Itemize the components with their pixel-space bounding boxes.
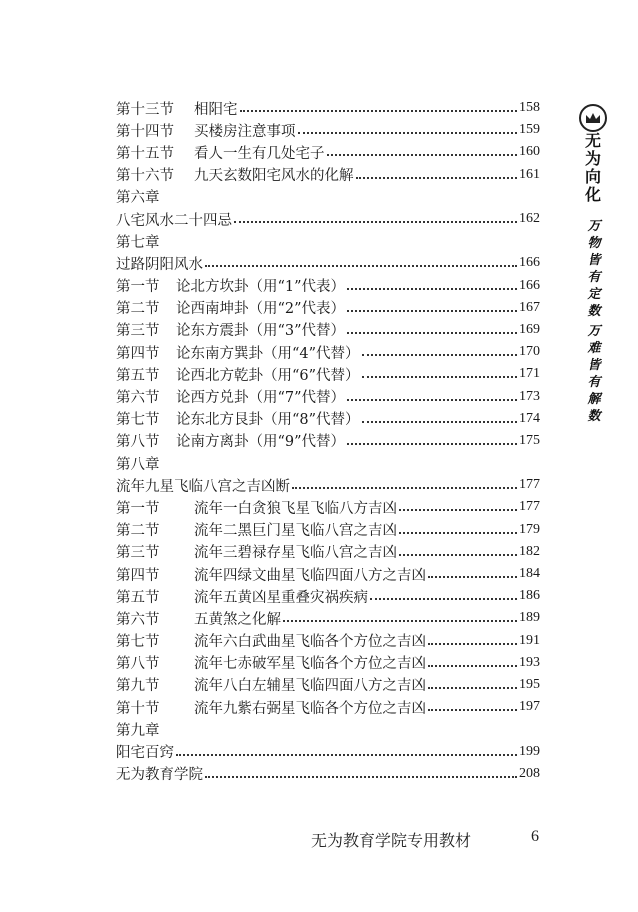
toc-page-number: 177 (519, 477, 540, 493)
toc-entry[interactable] (116, 740, 540, 762)
toc-section-number: 第三节 (116, 545, 160, 562)
toc-entry[interactable] (116, 319, 540, 341)
toc-entry-title: 流年九星飞临八宫之吉凶断 (116, 478, 290, 495)
toc-section-number: 第六节 (116, 390, 160, 407)
toc-leader-dots (205, 265, 517, 267)
toc-entry-title: 五黄煞之化解 (194, 611, 281, 628)
toc-entry[interactable] (116, 164, 540, 186)
toc-chapter-heading: 第七章 (116, 234, 160, 251)
toc-leader-dots (298, 132, 518, 134)
toc-leader-dots (362, 354, 517, 356)
toc-section-number: 第八节 (116, 656, 160, 673)
toc-entry-title: 流年七赤破军星飞临各个方位之吉凶 (194, 656, 426, 673)
page-number: 6 (531, 828, 539, 845)
toc-chapter-heading: 第九章 (116, 722, 160, 739)
toc-section-number: 第八节 (116, 434, 160, 451)
toc-page-number: 171 (519, 366, 540, 382)
toc-entry-title: 流年八白左辅星飞临四面八方之吉凶 (194, 678, 426, 695)
toc-entry[interactable] (116, 674, 540, 696)
toc-entry[interactable] (116, 97, 540, 119)
toc-entry-title: 论西南坤卦（用“2”代表） (176, 301, 346, 318)
toc-entry[interactable] (116, 474, 540, 496)
toc-page-number: 170 (519, 344, 540, 360)
toc-entry-title: 相阳宅 (194, 101, 238, 118)
toc-entry-title: 论北方坎卦（用“1”代表） (176, 279, 346, 296)
toc-entry[interactable] (116, 208, 540, 230)
toc-leader-dots (428, 665, 517, 667)
toc-page-number: 174 (519, 410, 540, 426)
toc-leader-dots (234, 221, 517, 223)
toc-leader-dots (428, 687, 517, 689)
toc-leader-dots (347, 399, 517, 401)
toc-leader-dots (347, 332, 517, 334)
toc-leader-dots (347, 443, 517, 445)
toc-page-number: 167 (519, 299, 540, 315)
toc-entry[interactable] (116, 363, 540, 385)
toc-page-number: 162 (519, 211, 540, 227)
toc-entry-title: 买楼房注意事项 (194, 123, 296, 140)
toc-chapter-heading: 第六章 (116, 190, 160, 207)
toc-leader-dots (428, 709, 517, 711)
toc-entry[interactable] (116, 763, 540, 785)
toc-leader-dots (283, 620, 517, 622)
toc-page-number: 166 (519, 255, 540, 271)
toc-entry-title: 流年二黑巨门星飞临八宫之吉凶 (194, 523, 397, 540)
toc-section-number: 第十节 (116, 700, 160, 717)
toc-page-number: 195 (519, 676, 540, 692)
toc-page-number: 186 (519, 588, 540, 604)
toc-section-number: 第十五节 (116, 145, 174, 162)
toc-entry-title: 流年五黄凶星重叠灾祸疾病 (194, 589, 368, 606)
toc-leader-dots (292, 487, 517, 489)
side-motto-1: 万物皆有定数 (587, 219, 601, 319)
toc-page-number: 199 (519, 743, 540, 759)
toc-entry-title: 流年四绿文曲星飞临四面八方之吉凶 (194, 567, 426, 584)
toc-entry[interactable] (116, 519, 540, 541)
toc-page-number: 197 (519, 699, 540, 715)
toc-section-number: 第一节 (116, 279, 160, 296)
toc-section-number: 第九节 (116, 678, 160, 695)
toc-section-number: 第十四节 (116, 123, 174, 140)
toc-entry-title: 论南方离卦（用“9”代替） (176, 434, 346, 451)
toc-page-number: 159 (519, 122, 540, 138)
toc-leader-dots (240, 110, 518, 112)
toc-entry-title: 流年三碧禄存星飞临八宫之吉凶 (194, 545, 397, 562)
toc-leader-dots (347, 310, 517, 312)
toc-entry[interactable] (116, 630, 540, 652)
toc-entry[interactable] (116, 541, 540, 563)
toc-section-number: 第七节 (116, 412, 160, 429)
toc-leader-dots (362, 376, 517, 378)
toc-page-number: 191 (519, 632, 540, 648)
toc-page-number: 182 (519, 543, 540, 559)
toc-entry[interactable] (116, 607, 540, 629)
toc-page-number: 208 (519, 765, 540, 781)
toc-entry-title: 论东方震卦（用“3”代替） (176, 323, 346, 340)
toc-entry[interactable] (116, 430, 540, 452)
toc-section-number: 第二节 (116, 301, 160, 318)
toc-entry[interactable] (116, 696, 540, 718)
toc-leader-dots (356, 177, 518, 179)
toc-section-number: 第一节 (116, 500, 160, 517)
crown-logo-icon (579, 104, 607, 132)
toc-entry-title: 无为教育学院 (116, 767, 203, 784)
toc-leader-dots (347, 288, 517, 290)
toc-entry[interactable] (116, 297, 540, 319)
side-title: 无为向化 (584, 131, 601, 204)
toc-entry[interactable] (116, 119, 540, 141)
toc-page-number: 184 (519, 566, 540, 582)
toc-entry[interactable] (116, 141, 540, 163)
toc-leader-dots (399, 509, 517, 511)
toc-leader-dots (176, 754, 517, 756)
toc-entry[interactable] (116, 585, 540, 607)
footer-text: 无为教育学院专用教材 (311, 831, 472, 850)
toc-entry[interactable] (116, 341, 540, 363)
toc-chapter-heading: 第八章 (116, 456, 160, 473)
toc-entry[interactable] (116, 385, 540, 407)
toc-page-number: 161 (519, 166, 540, 182)
toc-page-number: 175 (519, 432, 540, 448)
toc-leader-dots (362, 421, 517, 423)
toc-leader-dots (205, 776, 517, 778)
table-of-contents (116, 97, 540, 785)
toc-page-number: 193 (519, 654, 540, 670)
toc-page-number: 160 (519, 144, 540, 160)
toc-leader-dots (399, 554, 517, 556)
toc-section-number: 第六节 (116, 611, 160, 628)
side-motto-2: 万难皆有解数 (587, 324, 601, 424)
toc-page-number: 166 (519, 277, 540, 293)
toc-entry-title: 八宅风水二十四忌 (116, 212, 232, 229)
toc-entry-title: 论西方兑卦（用“7”代替） (176, 390, 346, 407)
toc-page-number: 158 (519, 100, 540, 116)
toc-section-number: 第四节 (116, 567, 160, 584)
toc-leader-dots (428, 576, 517, 578)
toc-entry-title: 论东南方巽卦（用“4”代替） (176, 345, 360, 362)
toc-leader-dots (370, 598, 517, 600)
toc-entry[interactable] (116, 408, 540, 430)
toc-entry[interactable] (116, 252, 540, 274)
toc-entry[interactable] (116, 652, 540, 674)
toc-section-number: 第十三节 (116, 101, 174, 118)
toc-entry[interactable] (116, 563, 540, 585)
toc-page-number: 189 (519, 610, 540, 626)
toc-entry[interactable] (116, 275, 540, 297)
toc-leader-dots (428, 643, 517, 645)
toc-section-number: 第三节 (116, 323, 160, 340)
toc-entry[interactable] (116, 496, 540, 518)
toc-page-number: 179 (519, 521, 540, 537)
toc-section-number: 第十六节 (116, 168, 174, 185)
toc-entry-title: 流年一白贪狼飞星飞临八方吉凶 (194, 500, 397, 517)
toc-leader-dots (399, 532, 517, 534)
toc-section-number: 第五节 (116, 367, 160, 384)
toc-page-number: 177 (519, 499, 540, 515)
toc-section-number: 第五节 (116, 589, 160, 606)
toc-entry-title: 过路阴阳风水 (116, 256, 203, 273)
toc-section-number: 第二节 (116, 523, 160, 540)
toc-entry-title: 阳宅百窍 (116, 745, 174, 762)
toc-page-number: 173 (519, 388, 540, 404)
toc-page-number: 169 (519, 321, 540, 337)
toc-entry-title: 流年九紫右弼星飞临各个方位之吉凶 (194, 700, 426, 717)
toc-section-number: 第七节 (116, 634, 160, 651)
toc-entry-title: 论西北方乾卦（用“6”代替） (176, 367, 360, 384)
toc-entry-title: 流年六白武曲星飞临各个方位之吉凶 (194, 634, 426, 651)
toc-entry-title: 看人一生有几处宅子 (194, 145, 325, 162)
toc-section-number: 第四节 (116, 345, 160, 362)
toc-entry-title: 九天玄数阳宅风水的化解 (194, 168, 354, 185)
toc-entry-title: 论东北方艮卦（用“8”代替） (176, 412, 360, 429)
toc-leader-dots (327, 154, 518, 156)
